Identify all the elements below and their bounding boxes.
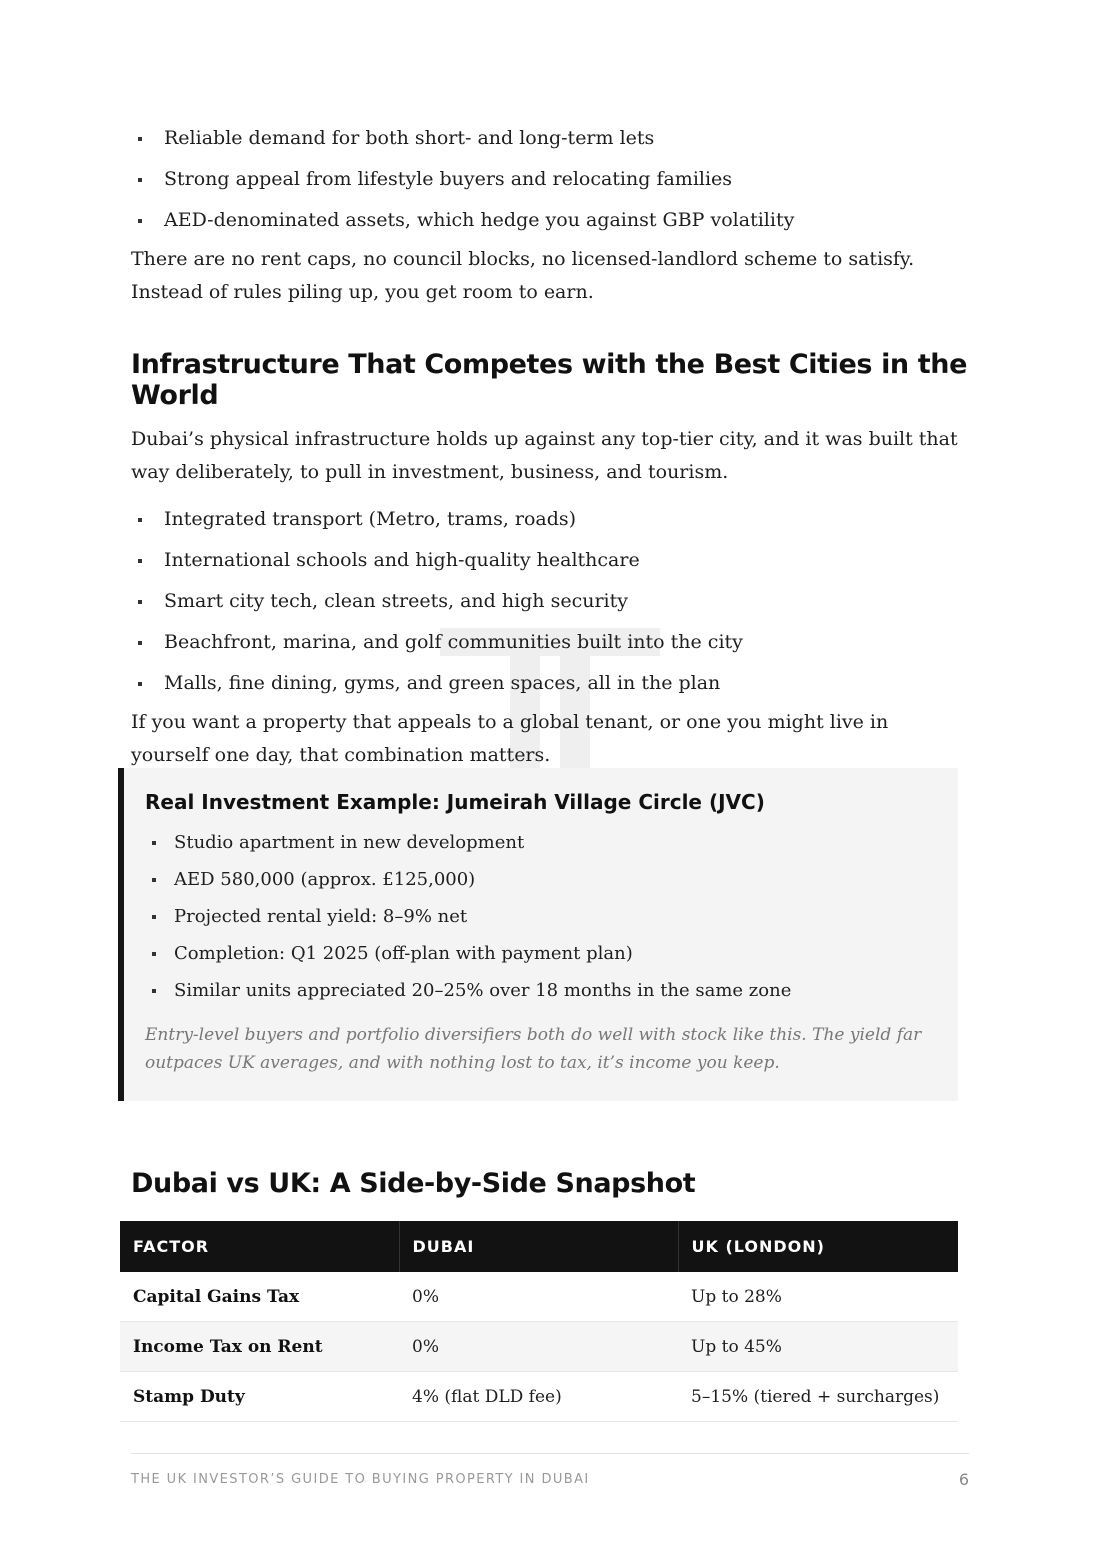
column-header-dubai: DUBAI: [399, 1221, 678, 1272]
example-bullet-list: [145, 824, 934, 1009]
infrastructure-heading: Infrastructure That Competes with the Best Cities in the World: [131, 349, 967, 411]
list-item: AED-denominated assets, which hedge you against GBP volatility: [131, 200, 969, 241]
intro-paragraph: There are no rent caps, no council blocks, no licensed-landlord scheme to satisfy. Instead of rules piling up, you get room to earn.: [131, 248, 915, 303]
comparison-heading: Dubai vs UK: A Side-by-Side Snapshot: [131, 1168, 696, 1199]
table-cell-uk: Up to 28%: [678, 1272, 958, 1322]
infrastructure-paragraph: Dubai’s physical infrastructure holds up against any top-tier city, and it was built that way deliberately, to pull in investment, business, and tourism.: [131, 428, 958, 483]
list-item: International schools and high-quality healthcare: [131, 540, 969, 581]
list-item: Smart city tech, clean streets, and high security: [131, 581, 969, 622]
table-cell-uk: Up to 45%: [678, 1322, 958, 1372]
table-row: [120, 1322, 958, 1372]
intro-bullet-list: [131, 118, 969, 241]
list-item: Strong appeal from lifestyle buyers and relocating families: [131, 159, 969, 200]
table-cell-dubai: 0%: [399, 1322, 678, 1372]
example-note: Entry-level buyers and portfolio diversifiers both do well with stock like this. The yield far outpaces UK averages, and with nothing lost to tax, it’s income you keep.: [145, 1025, 922, 1073]
investment-example-callout: [118, 768, 958, 1101]
table-row: [120, 1272, 958, 1322]
table-cell-dubai: 4% (flat DLD fee): [399, 1372, 678, 1422]
table-cell-factor: Stamp Duty: [120, 1372, 399, 1422]
list-item: Projected rental yield: 8–9% net: [145, 898, 934, 935]
footer-divider: [131, 1453, 969, 1454]
page-number: 6: [958, 1470, 969, 1489]
list-item: Completion: Q1 2025 (off-plan with payment plan): [145, 935, 934, 972]
list-item: Beachfront, marina, and golf communities built into the city: [131, 622, 969, 663]
infrastructure-closing: If you want a property that appeals to a global tenant, or one you might live in yourself one day, that combination matters.: [131, 711, 889, 766]
column-header-uk: UK (LONDON): [678, 1221, 958, 1272]
infrastructure-bullet-list: [131, 499, 969, 704]
table-header-row: [120, 1221, 958, 1272]
table-cell-factor: Income Tax on Rent: [120, 1322, 399, 1372]
list-item: Similar units appreciated 20–25% over 18 months in the same zone: [145, 972, 934, 1009]
list-item: Reliable demand for both short- and long-term lets: [131, 118, 969, 159]
comparison-table: [120, 1221, 958, 1422]
table-cell-factor: Capital Gains Tax: [120, 1272, 399, 1322]
table-cell-uk: 5–15% (tiered + surcharges): [678, 1372, 958, 1422]
footer-title: THE UK INVESTOR’S GUIDE TO BUYING PROPERTY IN DUBAI: [131, 1472, 590, 1487]
table-cell-dubai: 0%: [399, 1272, 678, 1322]
page-content: [131, 118, 969, 772]
column-header-factor: FACTOR: [120, 1221, 399, 1272]
list-item: Integrated transport (Metro, trams, roads): [131, 499, 969, 540]
list-item: Malls, fine dining, gyms, and green spaces, all in the plan: [131, 663, 969, 704]
table-row: [120, 1372, 958, 1422]
example-heading: Real Investment Example: Jumeirah Village Circle (JVC): [145, 790, 765, 814]
list-item: AED 580,000 (approx. £125,000): [145, 861, 934, 898]
list-item: Studio apartment in new development: [145, 824, 934, 861]
